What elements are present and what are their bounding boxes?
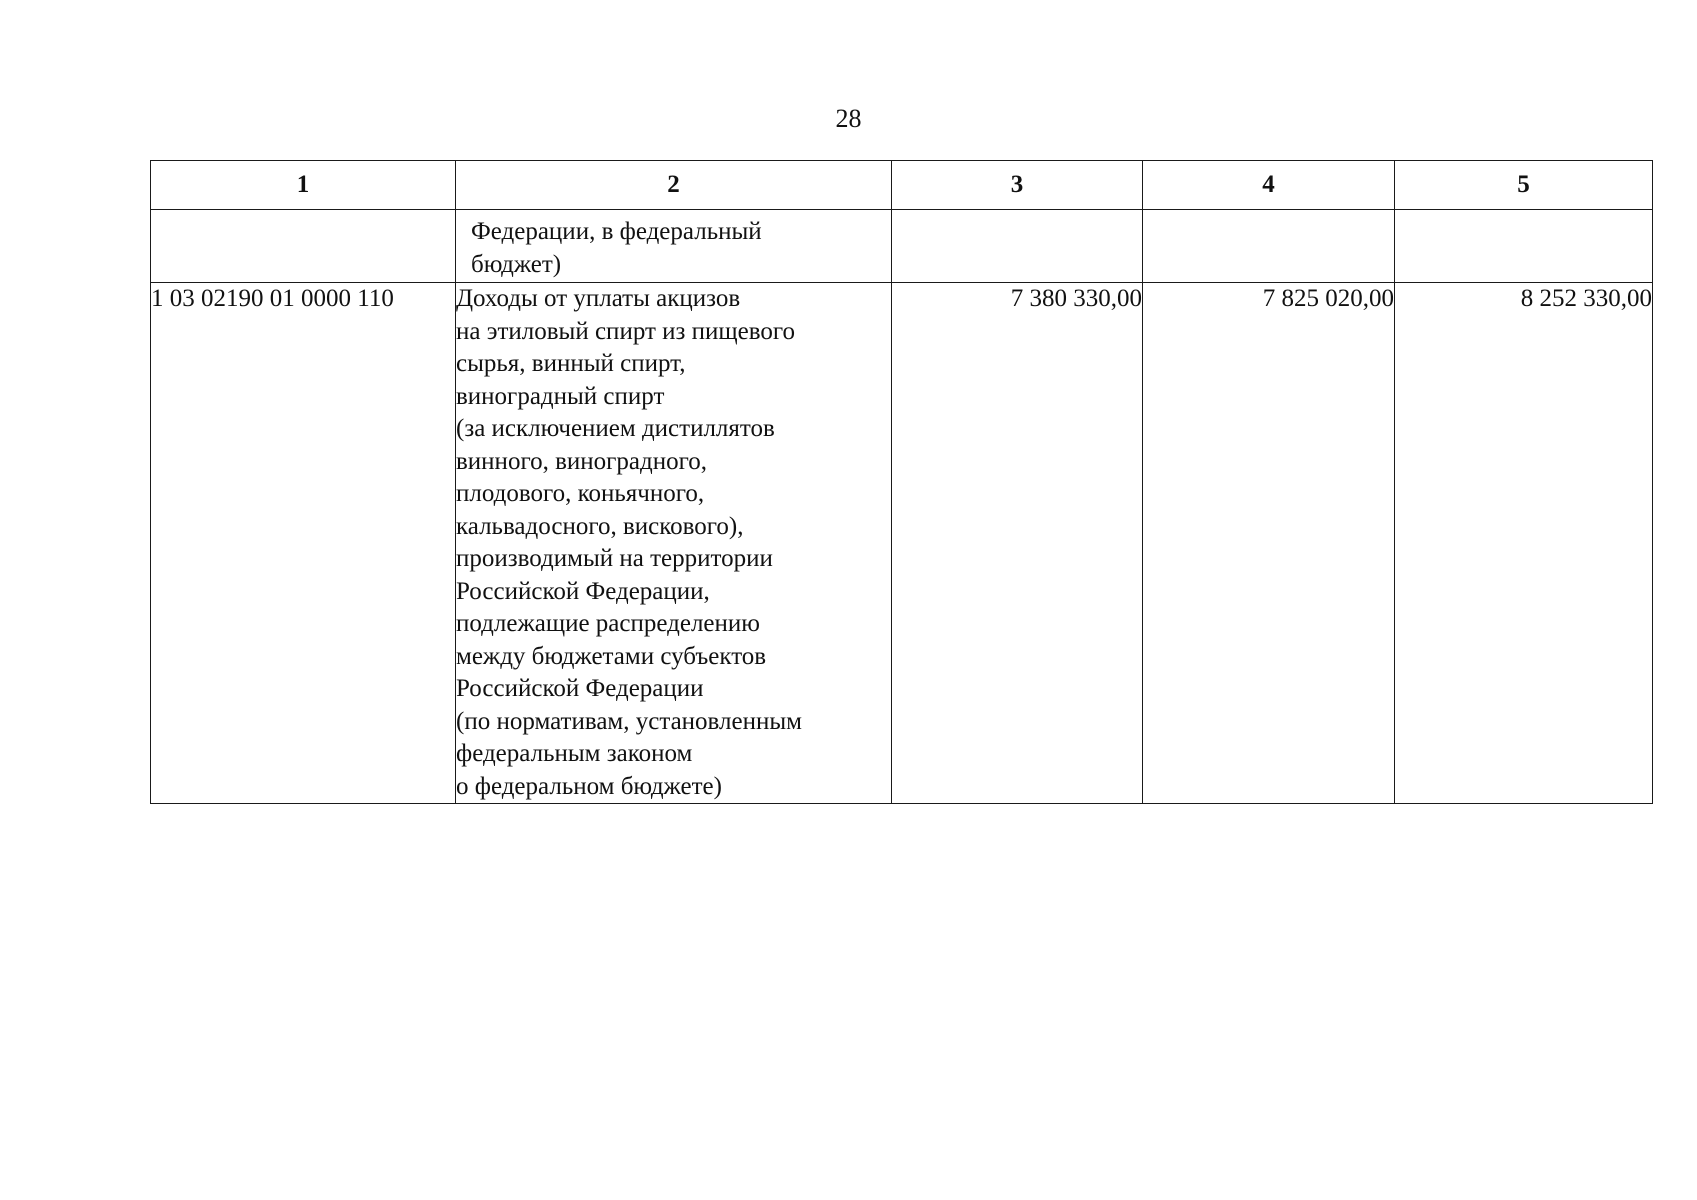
description-line: на этиловый спирт из пищевого <box>456 317 796 345</box>
cell-description <box>456 210 892 283</box>
description-line: о федеральном бюджете) <box>456 772 722 800</box>
description-line: плодового, коньячного, <box>456 480 705 507</box>
cell-value-5 <box>1395 210 1653 283</box>
cell-code <box>151 210 456 283</box>
cell-description <box>456 283 892 804</box>
description-line: бюджет) <box>471 250 562 278</box>
cell-value-4 <box>1143 210 1395 283</box>
description-line: Доходы от уплаты акцизов <box>456 285 741 312</box>
description-line: производимый на территории <box>456 545 773 572</box>
description-line: федеральным законом <box>456 740 693 767</box>
column-header-1: 1 <box>151 161 456 210</box>
description-line: (по нормативам, установленным <box>456 707 802 735</box>
column-header-2: 2 <box>456 161 892 210</box>
column-header-4: 4 <box>1143 161 1395 210</box>
table-header-row <box>151 161 1653 210</box>
description-line: Российской Федерации, <box>456 577 710 605</box>
description-line: (за исключением дистиллятов <box>456 415 775 442</box>
description-line: между бюджетами субъектов <box>456 642 767 670</box>
cell-value-3: 7 380 330,00 <box>892 283 1143 804</box>
budget-table <box>150 160 1653 804</box>
description-line: виноградный спирт <box>456 382 665 410</box>
description-line: Российской Федерации <box>456 675 704 702</box>
table-row <box>151 283 1653 804</box>
page-number: 28 <box>835 104 862 133</box>
description-line: кальвадосного, вискового), <box>456 512 744 540</box>
cell-value-3 <box>892 210 1143 283</box>
cell-code: 1 03 02190 01 0000 110 <box>151 283 456 804</box>
cell-value-4: 7 825 020,00 <box>1143 283 1395 804</box>
description-line: винного, виноградного, <box>456 447 707 475</box>
table-row-continuation <box>151 210 1653 283</box>
cell-value-5: 8 252 330,00 <box>1395 283 1653 804</box>
description-line: сырья, винный спирт, <box>456 350 686 377</box>
column-header-5: 5 <box>1395 161 1653 210</box>
description-line: Федерации, в федеральный <box>471 218 762 245</box>
column-header-3: 3 <box>892 161 1143 210</box>
description-line: подлежащие распределению <box>456 610 760 637</box>
